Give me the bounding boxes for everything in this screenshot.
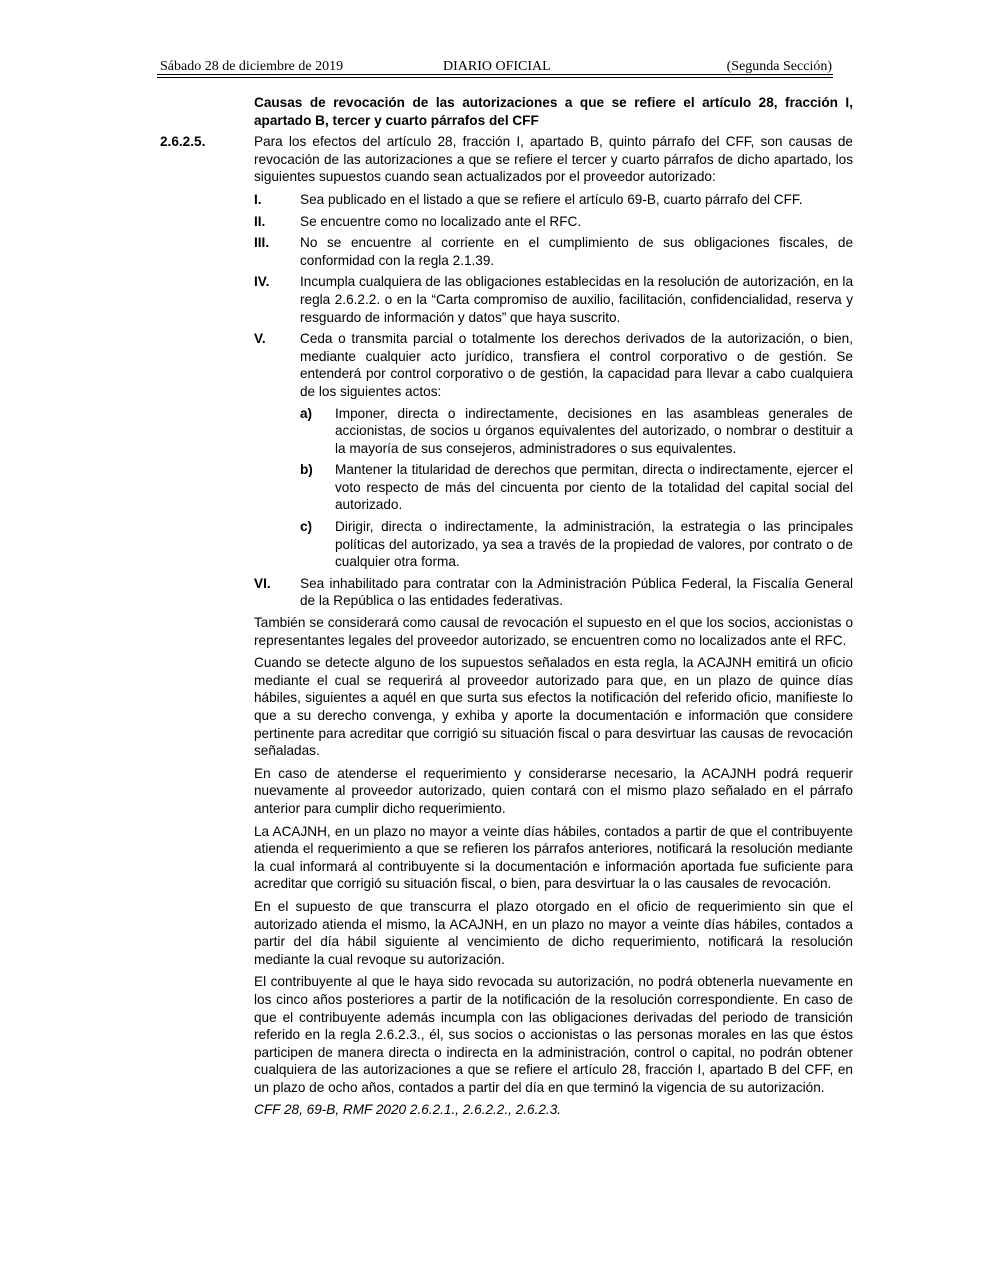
list-item-label: I.	[254, 191, 262, 207]
sub-list-item	[300, 405, 853, 458]
list-item	[254, 213, 853, 231]
list-item	[254, 273, 853, 326]
list-item-text: No se encuentre al corriente en el cumplimiento de sus obligaciones fiscales, de conformidad con la regla 2.1.39.	[300, 235, 853, 268]
rule-body	[254, 133, 853, 1119]
rule-block	[160, 133, 853, 1119]
sub-list-item-text: Dirigir, directa o indirectamente, la administración, la estrategia o las principales políticas del autorizado, ya sea a través de la propiedad de valores, por contrato o de cualquier otra forma.	[335, 519, 853, 570]
paragraph: También se considerará como causal de revocación el supuesto en el que los socios, accionistas o representantes legales del proveedor autorizado, se encuentren como no localizados ante el RFC.	[254, 615, 853, 648]
header-section: (Segunda Sección)	[726, 59, 832, 74]
list-item-text: Incumpla cualquiera de las obligaciones establecidas en la resolución de autorización, en la regla 2.6.2.2. o en la “Carta compromiso de auxilio, facilitación, confidencialidad, reserva y resguardo de información y datos” que haya suscrito.	[300, 274, 853, 325]
sub-list-item	[300, 461, 853, 514]
rule-title: Causas de revocación de las autorizaciones a que se refiere el artículo 28, fracción I, apartado B, tercer y cuarto párrafos del CFF	[254, 95, 853, 128]
list-item-label: III.	[254, 235, 270, 251]
list-item-label: V.	[254, 331, 266, 347]
header-divider	[157, 74, 833, 78]
paragraph: En caso de atenderse el requerimiento y considerarse necesario, la ACAJNH podrá requerir nuevamente al proveedor autorizado, quien contará con el mismo plazo señalado en el párrafo anterior para cumplir dicho requerimiento.	[254, 765, 853, 816]
sub-list-item	[300, 518, 853, 571]
document-body	[160, 94, 853, 1119]
rule-intro: Para los efectos del artículo 28, fracción I, apartado B, quinto párrafo del CFF, son causas de revocación de las autorizaciones a que se refiere el tercer y cuarto párrafos de dicho apartado, los siguientes supuestos cuando sean actualizados por el proveedor autorizado:	[254, 134, 853, 185]
list-item-text: Sea publicado en el listado a que se refiere el artículo 69-B, cuarto párrafo del CFF.	[300, 191, 803, 207]
list-item-label: IV.	[254, 274, 270, 290]
list-item	[254, 234, 853, 269]
legal-reference: CFF 28, 69-B, RMF 2020 2.6.2.1., 2.6.2.2., 2.6.2.3.	[254, 1102, 562, 1118]
paragraph: La ACAJNH, en un plazo no mayor a veinte días hábiles, contados a partir de que el contribuyente atienda el requerimiento a que se refieren los párrafos anteriores, notificará la resolución mediante la cual informará al contribuyente si la documentación e información aportada fue suficiente para acreditar que corrigió su situación fiscal, o bien, para desvirtuar la o las causales de revocación.	[254, 823, 853, 892]
header-date: Sábado 28 de diciembre de 2019	[160, 59, 344, 74]
sub-list-item-label: b)	[300, 462, 313, 478]
sub-list-item-label: c)	[300, 519, 313, 535]
paragraph: Cuando se detecte alguno de los supuestos señalados en esta regla, la ACAJNH emitirá un oficio mediante el cual se requerirá al proveedor autorizado para que, en un plazo de quince días hábiles, siguientes a aquél en que surta sus efectos la notificación del referido oficio, manifieste lo que a su derecho convenga, y exhiba y aporte la documentación e información que considere pertinente para acreditar que corrigió su situación fiscal o para desvirtuar las causas de revocación señaladas.	[254, 655, 853, 759]
paragraph: El contribuyente al que le haya sido revocada su autorización, no podrá obtenerla nuevamente en los cinco años posteriores a partir de la notificación de la resolución correspondiente. En caso de que el contribuyente además incumpla con las obligaciones derivadas del periodo de transición referido en la regla 2.6.2.3., él, sus socios o accionistas o las personas morales en las que éstos participen de manera directa o indirecta en la administración, control o capital, no podrán obtener cualquiera de las autorizaciones a que se refiere el artículo 28, fracción I, apartado B del CFF, en un plazo de ocho años, contados a partir del día en que terminó la vigencia de su autorización.	[254, 974, 853, 1095]
list-item-label: II.	[254, 213, 266, 229]
list-item-text: Ceda o transmita parcial o totalmente los derechos derivados de la autorización, o bien, mediante cualquier acto jurídico, transfiera el control corporativo o de gestión. Se entenderá por control corporativo o de gestión, la capacidad para llevar a cabo cualquiera de los siguientes actos:	[300, 331, 853, 399]
rule-number: 2.6.2.5.	[160, 134, 206, 150]
list-item	[254, 330, 853, 571]
sub-list-item-label: a)	[300, 405, 313, 421]
sub-list-item-text: Mantener la titularidad de derechos que permitan, directa o indirectamente, ejercer el voto respecto de más del cincuenta por ciento de la totalidad del capital social del autorizado.	[335, 462, 853, 513]
sub-list-item-text: Imponer, directa o indirectamente, decisiones en las asambleas generales de accionistas, de socios u órganos equivalentes del autorizado, o nombrar o destituir a la mayoría de sus consejeros, administradores o sus equivalentes.	[335, 405, 853, 456]
list-item-label: VI.	[254, 575, 271, 591]
list-item	[254, 575, 853, 610]
header-publication: DIARIO OFICIAL	[443, 59, 551, 74]
list-item-text: Sea inhabilitado para contratar con la Administración Pública Federal, la Fiscalía General de la República o las entidades federativas.	[300, 575, 853, 609]
paragraph: En el supuesto de que transcurra el plazo otorgado en el oficio de requerimiento sin que el autorizado atienda el mismo, la ACAJNH, en un plazo no mayor a veinte días hábiles, contados a partir del día hábil siguiente al vencimiento de dicho requerimiento, notificará la resolución mediante la cual revoque su autorización.	[254, 898, 853, 967]
list-item-text: Se encuentre como no localizado ante el RFC.	[300, 213, 582, 229]
list-item	[254, 191, 853, 209]
